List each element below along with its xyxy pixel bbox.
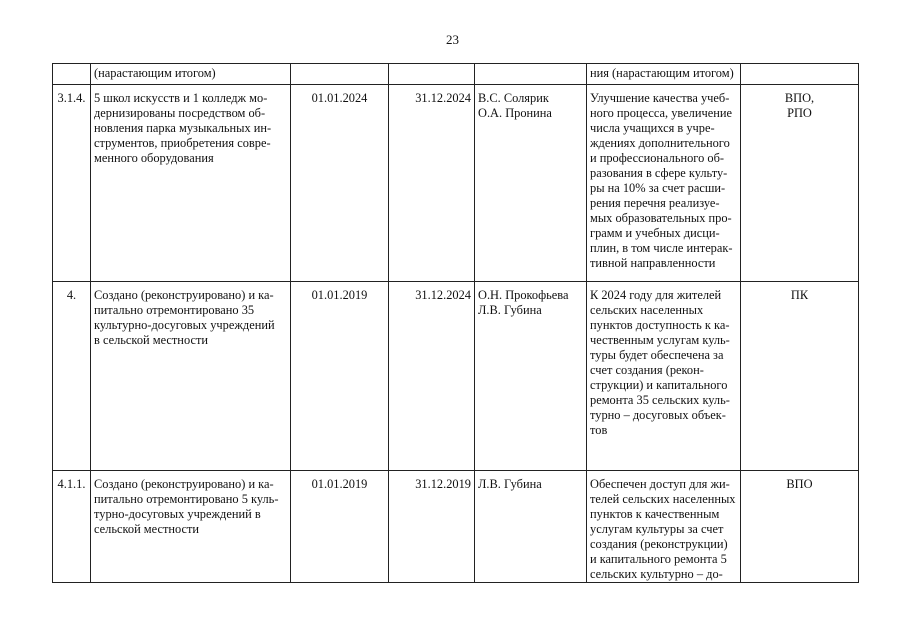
cell-num bbox=[53, 64, 91, 85]
cell-end bbox=[389, 64, 475, 85]
plan-table bbox=[52, 63, 859, 583]
cell-result: ния (нарастающим итогом) bbox=[587, 64, 741, 85]
cell-type: ВПО bbox=[741, 471, 859, 583]
cell-description: Создано (реконструировано) и ка- питально отремонтировано 35 культурно-досуговых учреждений в сельской местности bbox=[91, 282, 291, 471]
cell-type bbox=[741, 64, 859, 85]
table-row bbox=[53, 85, 859, 282]
cell-end: 31.12.2024 bbox=[389, 85, 475, 282]
cell-responsible: Л.В. Губина bbox=[475, 471, 587, 583]
cell-start: 01.01.2024 bbox=[291, 85, 389, 282]
cell-result: К 2024 году для жителей сельских населенных пунктов доступность к ка- чественным услугам куль- туры будет обеспечена за счет создания (рекон- струкции) и капитального ремонта 35 сельских куль- турно – досуговых объек- тов bbox=[587, 282, 741, 471]
cell-description: 5 школ искусств и 1 колледж мо- дернизированы посредством об- новления парка музыкальных ин- струментов, приобретения совре- менного оборудования bbox=[91, 85, 291, 282]
cell-responsible: В.С. Солярик О.А. Пронина bbox=[475, 85, 587, 282]
cell-description: (нарастающим итогом) bbox=[91, 64, 291, 85]
table-row-continuation bbox=[53, 64, 859, 85]
cell-responsible bbox=[475, 64, 587, 85]
cell-num: 4. bbox=[53, 282, 91, 471]
table-row bbox=[53, 471, 859, 583]
cell-num: 3.1.4. bbox=[53, 85, 91, 282]
cell-start: 01.01.2019 bbox=[291, 471, 389, 583]
cell-start: 01.01.2019 bbox=[291, 282, 389, 471]
cell-num: 4.1.1. bbox=[53, 471, 91, 583]
cell-start bbox=[291, 64, 389, 85]
cell-type: ВПО, РПО bbox=[741, 85, 859, 282]
cell-description: Создано (реконструировано) и ка- питально отремонтировано 5 куль- турно-досуговых учреждений в сельской местности bbox=[91, 471, 291, 583]
cell-result: Обеспечен доступ для жи- телей сельских населенных пунктов к качественным услугам культуры за счет создания (реконструкции) и капитального ремонта 5 сельских культурно – до- bbox=[587, 471, 741, 583]
page-number: 23 bbox=[446, 32, 459, 47]
table-row bbox=[53, 282, 859, 471]
cell-result: Улучшение качества учеб- ного процесса, увеличение числа учащихся в учре- ждениях дополнительного и профессионального об- разования в сфере культу- ры на 10% за счет расши- рения перечня реализуе- мых образовательных про- грамм и учебных дисци- плин, в том числе интерак- тивной направленности bbox=[587, 85, 741, 282]
cell-type: ПК bbox=[741, 282, 859, 471]
cell-end: 31.12.2019 bbox=[389, 471, 475, 583]
cell-end: 31.12.2024 bbox=[389, 282, 475, 471]
cell-responsible: О.Н. Прокофьева Л.В. Губина bbox=[475, 282, 587, 471]
